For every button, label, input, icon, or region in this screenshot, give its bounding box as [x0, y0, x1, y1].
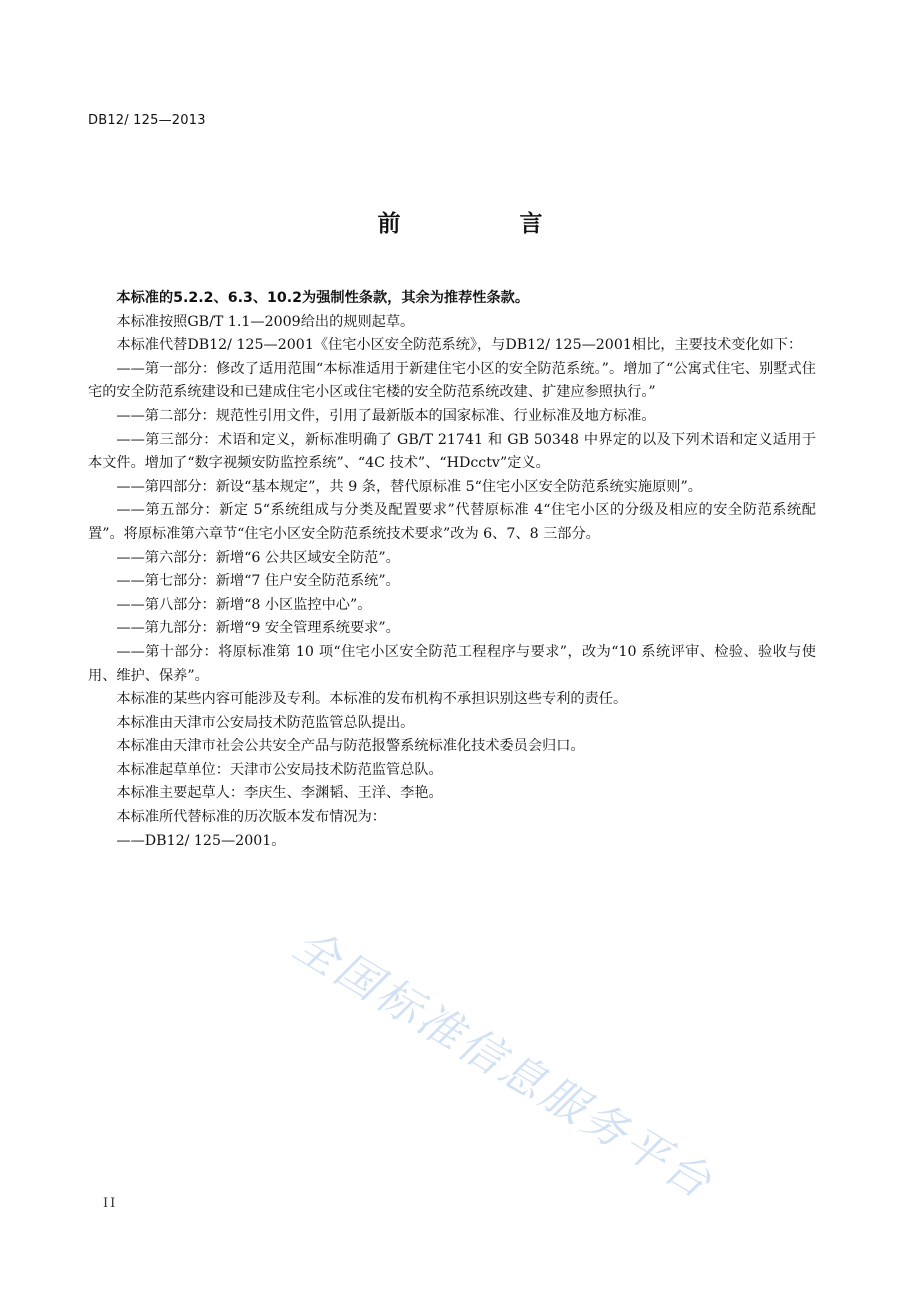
document-code: DB12/ 125—2013: [88, 113, 206, 128]
paragraph: ——DB12/ 125—2001。: [116, 832, 286, 849]
change-item: ——第二部分：规范性引用文件，引用了最新版本的国家标准、行业标准及地方标准。: [116, 407, 656, 424]
change-item: ——第九部分：新增“9 安全管理系统要求”。: [116, 620, 400, 637]
foreword-body: [88, 287, 816, 853]
change-item: ——第四部分：新设“基本规定”，共 9 条，替代原标准 5“住宅小区安全防范系统实施原则”。: [116, 478, 702, 495]
paragraph: 本标准起草单位：天津市公安局技术防范监管总队。: [116, 761, 443, 778]
page-number: II: [103, 1196, 118, 1211]
change-item: ——第七部分：新增“7 住户安全防范系统”。: [116, 573, 400, 590]
paragraph: 本标准的某些内容可能涉及专利。本标准的发布机构不承担识别这些专利的责任。: [116, 691, 628, 708]
mandatory-clauses-statement: 本标准的5.2.2、6.3、10.2为强制性条款，其余为推荐性条款。: [116, 290, 530, 306]
change-item: ——第十部分：将原标准第 10 项“住宅小区安全防范工程程序与要求”，改为“10 系统评审、检验、验收与使用、维护、保养”。: [88, 643, 816, 684]
change-item: ——第三部分：术语和定义，新标准明确了 GB/T 21741 和 GB 50348 中界定的以及下列术语和定义适用于本文件。增加了“数字视频安防监控系统”、“4C 技术”、“HDcctv”定义。: [88, 431, 816, 472]
paragraph: 本标准代替DB12/ 125—2001《住宅小区安全防范系统》，与DB12/ 125—2001相比，主要技术变化如下：: [116, 337, 803, 354]
paragraph: 本标准按照GB/T 1.1—2009给出的规则起草。: [116, 313, 415, 330]
watermark: 全国标准信息服务平台: [284, 918, 723, 1210]
paragraph: 本标准所代替标准的历次版本发布情况为：: [116, 809, 386, 826]
paragraph: 本标准由天津市公安局技术防范监管总队提出。: [116, 714, 415, 731]
page-title: 前 言: [377, 211, 591, 237]
change-item: ——第一部分：修改了适用范围“本标准适用于新建住宅小区的安全防范系统。”。增加了“公寓式住宅、别墅式住宅的安全防范系统建设和已建成住宅小区或住宅楼的安全防范系统改建、扩建应参照执行。”: [88, 360, 816, 401]
paragraph: 本标准主要起草人：李庆生、李渊韬、王洋、李艳。: [116, 785, 443, 802]
change-item: ——第五部分：新定 5“系统组成与分类及配置要求”代替原标准 4“住宅小区的分级及相应的安全防范系统配置”。将原标准第六章节“住宅小区安全防范系统技术要求”改为 6、7、8 三部分。: [88, 502, 816, 542]
change-item: ——第六部分：新增“6 公共区域安全防范”。: [116, 549, 400, 566]
change-item: ——第八部分：新增“8 小区监控中心”。: [116, 596, 372, 613]
paragraph: 本标准由天津市社会公共安全产品与防范报警系统标准化技术委员会归口。: [116, 738, 585, 755]
